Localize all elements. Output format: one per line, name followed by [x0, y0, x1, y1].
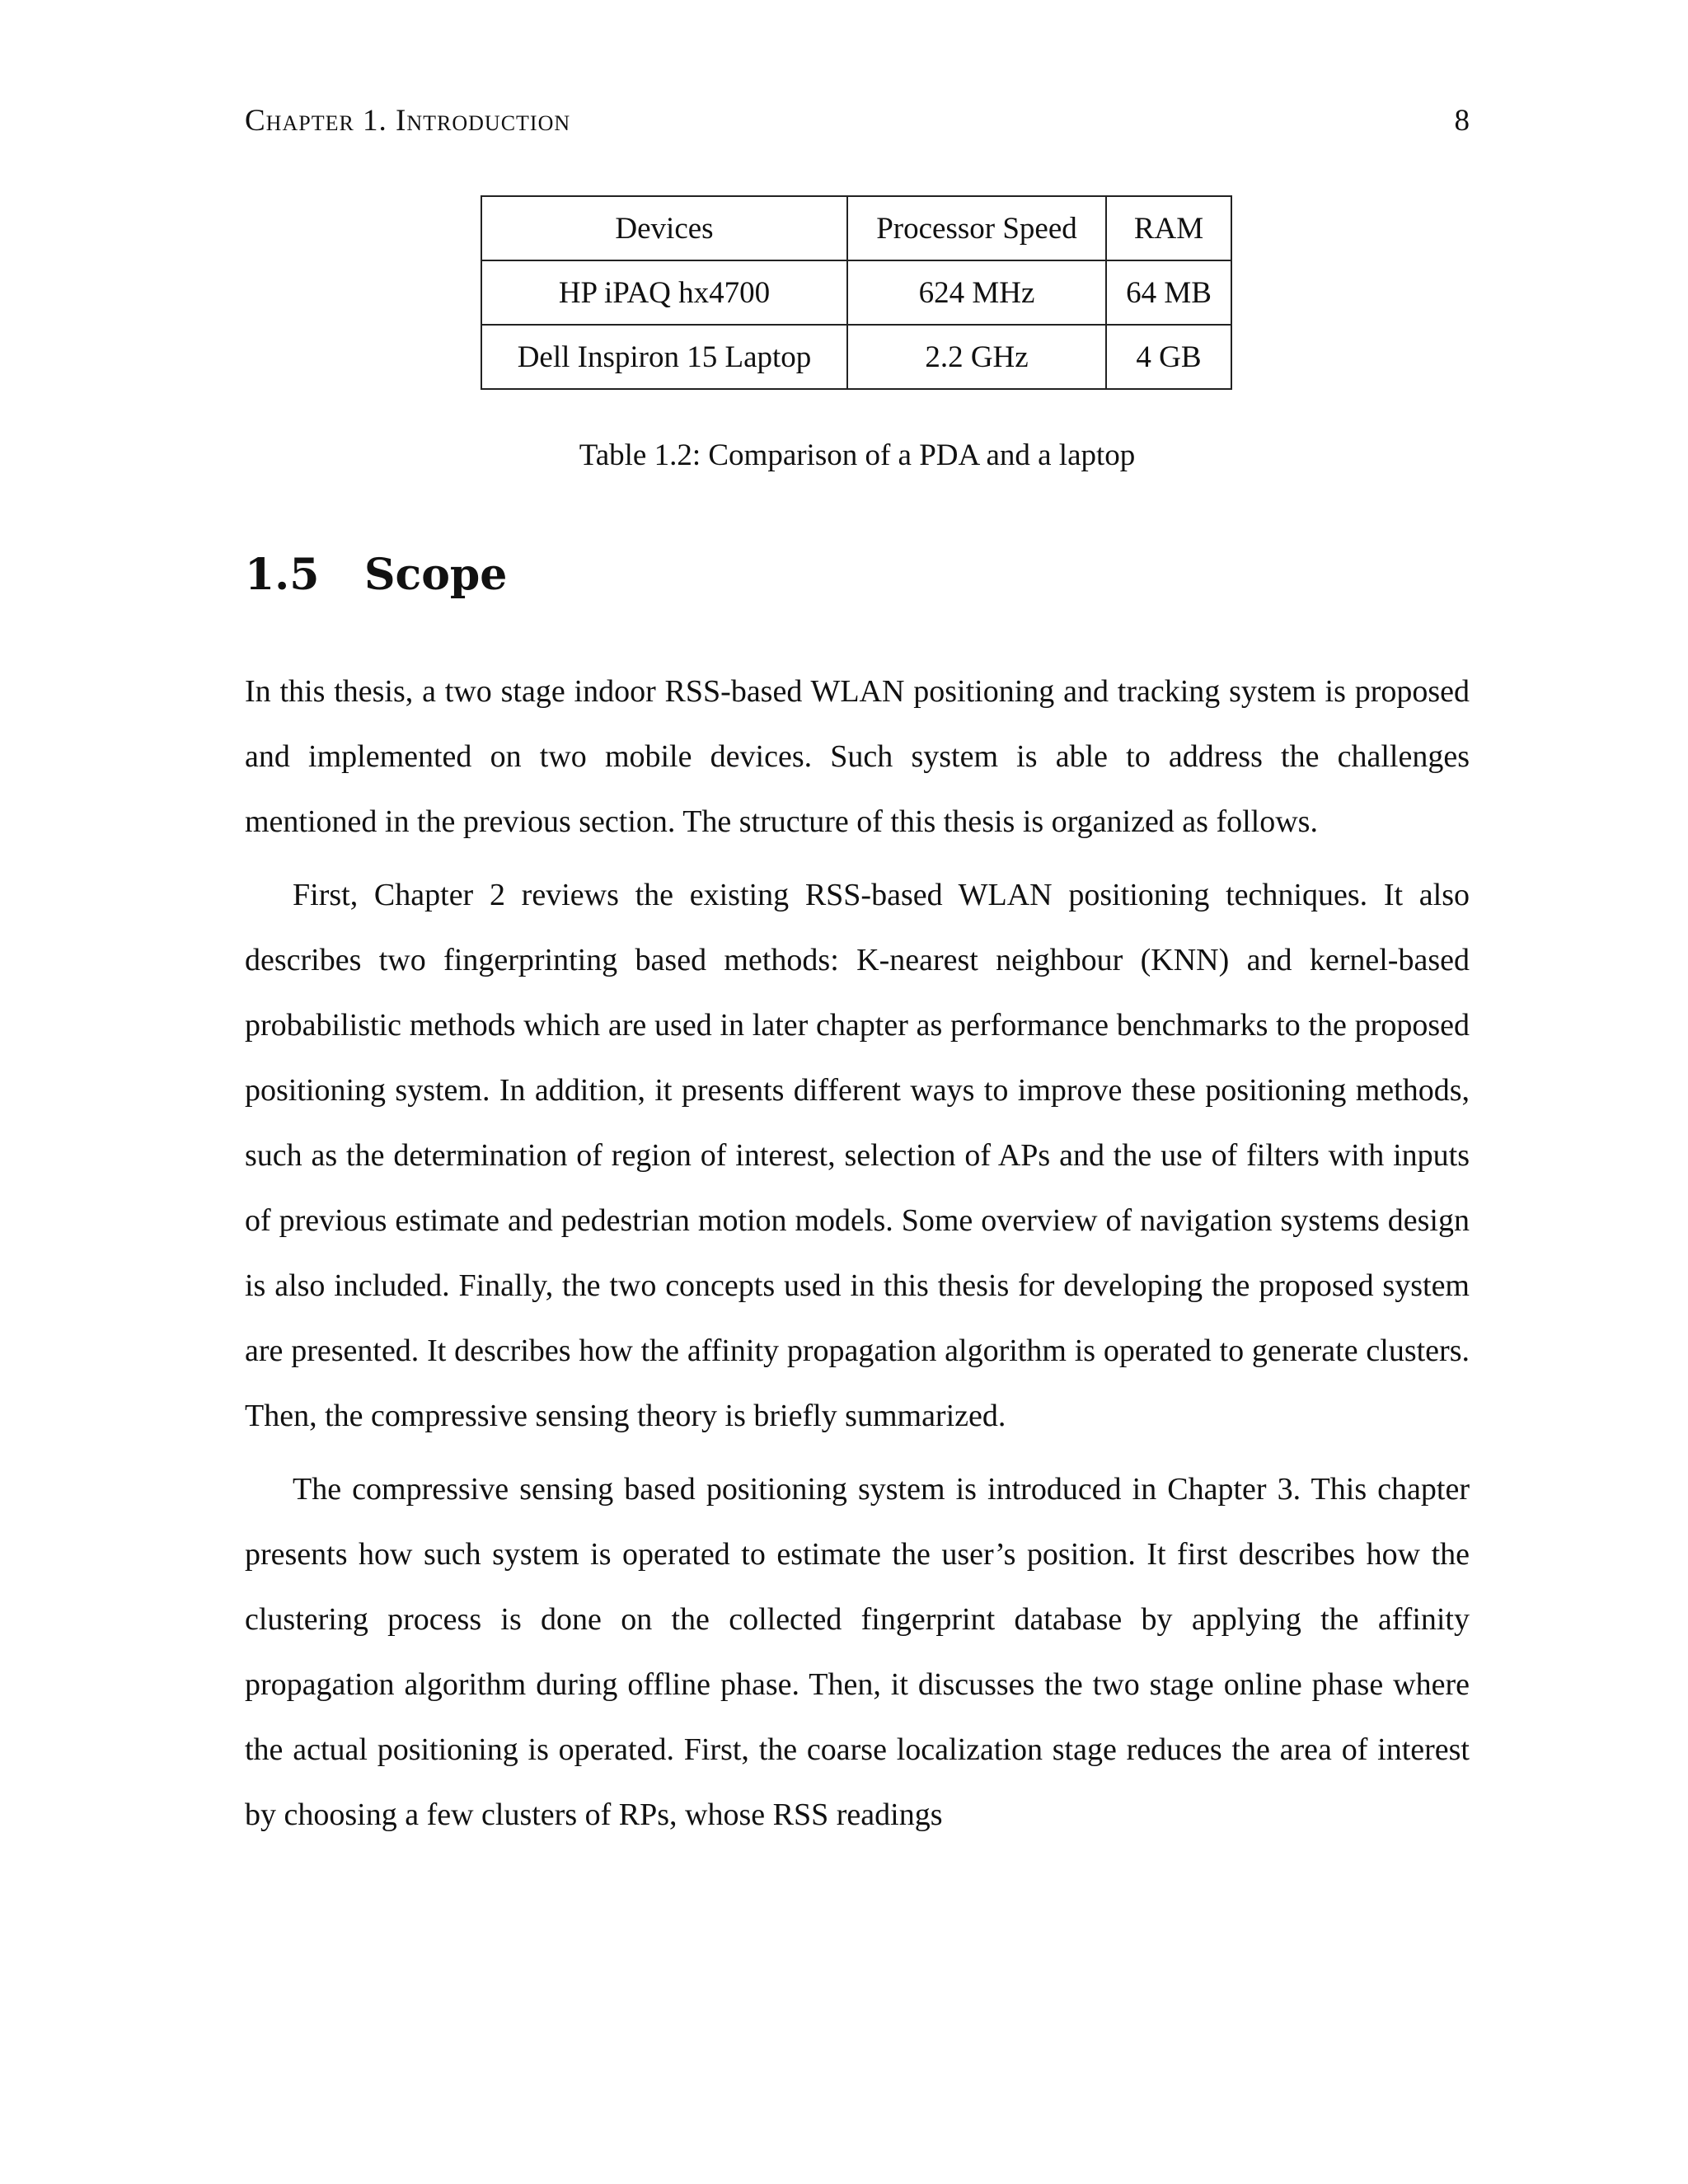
document-page [245, 0, 1470, 2184]
table-row [481, 260, 1231, 325]
body-text [245, 659, 1470, 1856]
table-cell: 4 GB [1106, 325, 1231, 389]
table-cell: 624 MHz [847, 260, 1106, 325]
section-number: 1.5 [245, 550, 320, 600]
comparison-table [481, 195, 1232, 390]
section-title: Scope [364, 550, 508, 600]
table-cell: Dell Inspiron 15 Laptop [481, 325, 847, 389]
comparison-table-wrapper [481, 195, 1232, 390]
table-cell: Devices [481, 196, 847, 260]
table-cell: Processor Speed [847, 196, 1106, 260]
table-header-row [481, 196, 1231, 260]
paragraph: First, Chapter 2 reviews the existing RSS-based WLAN positioning techniques. It also describes two fingerprinting based methods: K-nearest neighbour (KNN) and kernel-based probabilistic methods which are used in later chapter as performance benchmarks to the proposed positioning system. In addition, it presents different ways to improve these positioning methods, such as the determination of region of interest, selection of APs and the use of filters with inputs of previous estimate and pedestrian motion models. Some overview of navigation systems design is also included. Finally, the two concepts used in this thesis for developing the proposed system are presented. It describes how the affinity propagation algorithm is operated to generate clusters. Then, the compressive sensing theory is briefly summarized. [245, 878, 1470, 1433]
page-number: 8 [1454, 104, 1470, 138]
table-cell: 2.2 GHz [847, 325, 1106, 389]
table-row [481, 325, 1231, 389]
table-cell: RAM [1106, 196, 1231, 260]
table-cell: HP iPAQ hx4700 [481, 260, 847, 325]
table-caption: Table 1.2: Comparison of a PDA and a laptop [579, 438, 1136, 472]
section-heading [245, 546, 507, 604]
table-cell: 64 MB [1106, 260, 1231, 325]
chapter-title: Chapter 1. Introduction [245, 104, 571, 138]
running-header [245, 101, 1470, 142]
paragraph: In this thesis, a two stage indoor RSS-based WLAN positioning and tracking system is proposed and implemented on two mobile devices. Such system is able to address the challenges mentioned in the previous section. The structure of this thesis is organized as follows. [245, 674, 1470, 839]
paragraph: The compressive sensing based positioning system is introduced in Chapter 3. This chapter presents how such system is operated to estimate the user’s position. It first describes how the clustering process is done on the collected fingerprint database by applying the affinity propagation algorithm during offline phase. Then, it discusses the two stage online phase where the actual positioning is operated. First, the coarse localization stage reduces the area of interest by choosing a few clusters of RPs, whose RSS readings [245, 1472, 1470, 1832]
